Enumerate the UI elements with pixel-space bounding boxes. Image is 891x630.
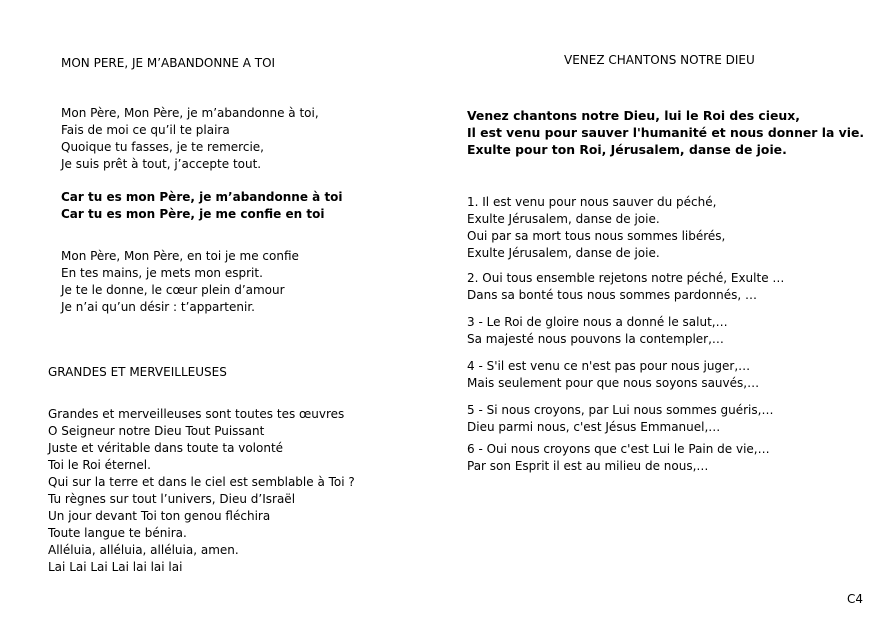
- stanza-mon-pere-2: [61, 248, 299, 316]
- verse-venez-2: [467, 270, 784, 304]
- verse-venez-4: [467, 358, 759, 392]
- lyric-line: Dans sa bonté tous nous sommes pardonnés, …: [467, 288, 758, 302]
- lyric-line: Un jour devant Toi ton genou fléchira: [48, 509, 271, 523]
- lyric-line: 2. Oui tous ensemble rejetons notre péché, Exulte …: [467, 271, 785, 285]
- refrain-mon-pere: [61, 189, 343, 223]
- refrain-line: Exulte pour ton Roi, Jérusalem, danse de joie.: [467, 142, 787, 157]
- refrain-venez: [467, 107, 864, 158]
- song-title-venez: VENEZ CHANTONS NOTRE DIEU: [564, 53, 755, 67]
- lyric-line: Exulte Jérusalem, danse de joie.: [467, 212, 660, 226]
- lyrics-grandes: [48, 406, 355, 576]
- lyric-line: Qui sur la terre et dans le ciel est semblable à Toi ?: [48, 475, 355, 489]
- refrain-line: Car tu es mon Père, je me confie en toi: [61, 207, 325, 221]
- lyric-line: En tes mains, je mets mon esprit.: [61, 266, 263, 280]
- lyric-line: Oui par sa mort tous nous sommes libérés,: [467, 229, 726, 243]
- lyric-line: Dieu parmi nous, c'est Jésus Emmanuel,…: [467, 420, 721, 434]
- stanza-mon-pere-1: [61, 105, 319, 173]
- lyric-line: Je n’ai qu’un désir : t’appartenir.: [61, 300, 255, 314]
- verse-venez-3: [467, 314, 728, 348]
- lyric-line: Je suis prêt à tout, j’accepte tout.: [61, 157, 262, 171]
- song-title-mon-pere: MON PERE, JE M’ABANDONNE A TOI: [61, 56, 276, 70]
- lyric-line: Quoique tu fasses, je te remercie,: [61, 140, 264, 154]
- lyric-line: O Seigneur notre Dieu Tout Puissant: [48, 424, 265, 438]
- lyric-line: Mon Père, Mon Père, je m’abandonne à toi,: [61, 106, 319, 120]
- lyric-line: Alléluia, alléluia, alléluia, amen.: [48, 543, 239, 557]
- verse-venez-6: [467, 441, 770, 475]
- lyric-line: 5 - Si nous croyons, par Lui nous sommes guéris,…: [467, 403, 774, 417]
- lyric-line: 4 - S'il est venu ce n'est pas pour nous juger,…: [467, 359, 751, 373]
- lyric-line: Sa majesté nous pouvons la contempler,…: [467, 332, 724, 346]
- lyric-line: Toute langue te bénira.: [48, 526, 187, 540]
- lyric-line: Fais de moi ce qu’il te plaira: [61, 123, 230, 137]
- lyric-line: Mon Père, Mon Père, en toi je me confie: [61, 249, 299, 263]
- lyric-line: 6 - Oui nous croyons que c'est Lui le Pain de vie,…: [467, 442, 770, 456]
- verse-venez-1: [467, 194, 725, 262]
- verse-venez-5: [467, 402, 773, 436]
- lyric-line: Exulte Jérusalem, danse de joie.: [467, 246, 660, 260]
- lyric-line: Toi le Roi éternel.: [48, 458, 151, 472]
- lyric-line: Juste et véritable dans toute ta volonté: [48, 441, 284, 455]
- refrain-line: Il est venu pour sauver l'humanité et nous donner la vie.: [467, 125, 865, 140]
- lyric-line: 1. Il est venu pour nous sauver du péché,: [467, 195, 717, 209]
- lyric-line: Par son Esprit il est au milieu de nous,…: [467, 459, 709, 473]
- lyric-line: Grandes et merveilleuses sont toutes tes œuvres: [48, 407, 345, 421]
- page-number: C4: [847, 592, 864, 606]
- lyric-line: Mais seulement pour que nous soyons sauvés,…: [467, 376, 760, 390]
- lyric-line: Tu règnes sur tout l’univers, Dieu d’Israël: [48, 492, 296, 506]
- lyric-line: Lai Lai Lai Lai lai lai lai: [48, 560, 183, 574]
- song-title-grandes: GRANDES ET MERVEILLEUSES: [48, 365, 227, 379]
- lyric-line: Je te le donne, le cœur plein d’amour: [61, 283, 285, 297]
- refrain-line: Venez chantons notre Dieu, lui le Roi des cieux,: [467, 108, 800, 123]
- lyric-line: 3 - Le Roi de gloire nous a donné le salut,…: [467, 315, 728, 329]
- refrain-line: Car tu es mon Père, je m’abandonne à toi: [61, 190, 343, 204]
